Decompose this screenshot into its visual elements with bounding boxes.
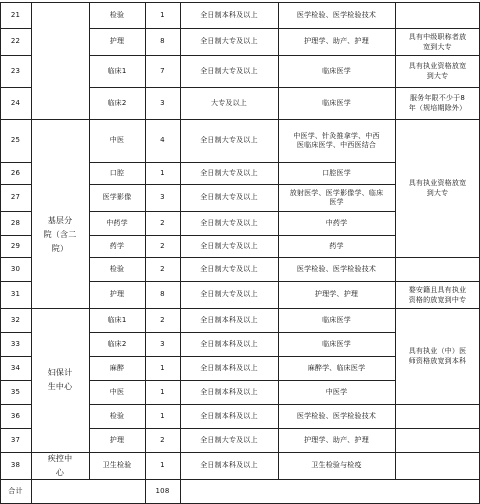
grid-line <box>89 87 395 88</box>
major-cell: 临床医学 <box>322 315 351 324</box>
remark-cell: 婺安籍且具有执业 资格的放宽到中专 <box>408 285 467 304</box>
grid-line <box>180 2 181 479</box>
row-number: 30 <box>10 264 21 273</box>
major-cell: 中医学、针灸推拿学、中西 医临床医学、中西医结合 <box>293 131 380 149</box>
education-cell: 全日制本科及以上 <box>200 10 258 19</box>
row-number: 36 <box>10 411 21 420</box>
headcount-cell: 2 <box>160 218 165 227</box>
headcount-cell: 1 <box>160 411 165 420</box>
education-cell: 全日制本科及以上 <box>200 363 258 372</box>
headcount-cell: 8 <box>160 37 165 45</box>
position-cell: 临床1 <box>107 315 127 324</box>
grid-line <box>89 404 395 405</box>
position-cell: 口腔 <box>109 168 125 177</box>
row-number: 27 <box>10 193 21 201</box>
total-count: 108 <box>155 487 170 495</box>
row-number: 25 <box>10 136 21 144</box>
grid-line <box>0 257 31 258</box>
grid-line <box>89 28 395 29</box>
grid-line <box>31 479 89 480</box>
headcount-cell: 2 <box>160 435 165 444</box>
grid-line <box>89 452 395 453</box>
grid-line <box>0 428 31 429</box>
education-cell: 全日制大专及以上 <box>200 290 258 298</box>
grid-line <box>89 211 395 212</box>
grid-line <box>89 257 395 258</box>
headcount-cell: 3 <box>160 339 165 348</box>
grid-line <box>395 404 479 405</box>
grid-line <box>395 452 479 453</box>
grid-line <box>395 2 479 3</box>
grid-line <box>89 55 395 56</box>
education-cell: 全日制本科及以上 <box>200 461 258 469</box>
position-cell: 护理 <box>109 435 125 444</box>
row-number: 37 <box>10 435 21 444</box>
grid-line <box>0 87 31 88</box>
grid-line <box>31 452 89 453</box>
education-cell: 全日制大专及以上 <box>200 435 258 444</box>
grid-line <box>0 380 31 381</box>
grid-line <box>0 479 1 504</box>
education-cell: 全日制大专及以上 <box>200 264 258 273</box>
row-number: 29 <box>10 241 21 250</box>
education-cell: 大专及以上 <box>211 98 247 107</box>
major-cell: 临床医学 <box>322 339 351 348</box>
headcount-cell: 1 <box>160 168 165 177</box>
grid-line <box>0 162 31 163</box>
major-cell: 医学检验、医学检验技术 <box>296 411 377 420</box>
position-cell: 护理 <box>109 37 125 45</box>
grid-line <box>0 55 31 56</box>
position-cell: 检验 <box>109 10 125 19</box>
grid-line <box>180 479 181 504</box>
grid-line <box>395 428 479 429</box>
row-number: 28 <box>10 218 21 227</box>
department-cell: 疾控中 心 <box>47 453 73 477</box>
grid-line <box>31 119 89 120</box>
row-number: 32 <box>10 315 21 324</box>
grid-line <box>0 404 31 405</box>
grid-line <box>0 2 1 479</box>
grid-line <box>0 211 31 212</box>
headcount-cell: 1 <box>160 363 165 372</box>
position-cell: 卫生检验 <box>102 461 132 469</box>
grid-line <box>0 356 31 357</box>
department-cell: 基层分 院（含二 院） <box>43 216 77 253</box>
education-cell: 全日制大专及以上 <box>200 193 258 201</box>
grid-line <box>145 2 146 479</box>
major-cell: 口腔医学 <box>322 168 351 177</box>
major-cell: 麻醉学、临床医学 <box>307 363 366 372</box>
major-cell: 护理学、助产、护理 <box>304 435 369 444</box>
grid-line <box>89 2 90 479</box>
row-number: 22 <box>10 37 21 45</box>
row-number: 24 <box>10 98 21 107</box>
grid-line <box>89 428 395 429</box>
grid-line <box>31 308 89 309</box>
grid-line <box>0 308 31 309</box>
remark-cell: 具有执业资格放宽 到大专 <box>408 62 467 80</box>
headcount-cell: 2 <box>160 241 165 250</box>
total-label: 合计 <box>8 487 23 495</box>
major-cell: 医学检验、医学检验技术 <box>296 10 377 19</box>
major-cell: 中医学 <box>325 387 348 396</box>
position-cell: 检验 <box>109 411 125 420</box>
major-cell: 医学检验、医学检验技术 <box>296 264 377 273</box>
row-number: 34 <box>10 363 21 372</box>
remark-cell: 具有执业（中）医 师资格放宽到本科 <box>408 347 467 365</box>
major-cell: 临床医学 <box>322 98 351 107</box>
grid-line <box>31 2 32 479</box>
row-number: 23 <box>10 66 21 75</box>
education-cell: 全日制本科及以上 <box>200 315 258 324</box>
grid-line <box>0 332 31 333</box>
position-cell: 临床1 <box>107 66 127 75</box>
grid-line <box>395 479 479 480</box>
grid-line <box>395 257 479 258</box>
grid-line <box>0 184 31 185</box>
headcount-cell: 2 <box>160 264 165 273</box>
headcount-cell: 1 <box>160 10 165 19</box>
grid-line <box>395 2 396 479</box>
grid-line <box>31 479 32 504</box>
remark-cell: 服务年限不少于8 年（规培期除外） <box>408 94 467 112</box>
grid-line <box>89 356 395 357</box>
grid-line <box>31 2 89 3</box>
grid-line <box>89 162 395 163</box>
grid-line <box>0 235 31 236</box>
major-cell: 临床医学 <box>322 66 351 75</box>
row-number: 26 <box>10 168 21 177</box>
grid-line <box>395 308 479 309</box>
position-cell: 药学 <box>109 241 125 250</box>
education-cell: 全日制本科及以上 <box>200 339 258 348</box>
grid-line <box>0 281 31 282</box>
position-cell: 医学影像 <box>102 193 132 201</box>
grid-line <box>0 28 31 29</box>
major-cell: 中药学 <box>325 218 348 227</box>
grid-line <box>278 2 279 479</box>
headcount-cell: 3 <box>160 193 165 201</box>
position-cell: 临床2 <box>107 339 127 348</box>
department-cell: 妇保计 生中心 <box>47 368 73 391</box>
major-cell: 卫生检验与检疫 <box>311 461 362 469</box>
education-cell: 全日制大专及以上 <box>200 218 258 227</box>
grid-line <box>395 28 479 29</box>
headcount-cell: 7 <box>160 66 165 75</box>
headcount-cell: 3 <box>160 98 165 107</box>
major-cell: 护理学、护理 <box>314 290 359 298</box>
headcount-cell: 1 <box>160 387 165 396</box>
education-cell: 全日制本科及以上 <box>200 387 258 396</box>
position-cell: 检验 <box>109 264 125 273</box>
education-cell: 全日制大专及以上 <box>200 66 258 75</box>
headcount-cell: 8 <box>160 290 165 298</box>
grid-line <box>395 87 479 88</box>
grid-line <box>395 281 479 282</box>
headcount-cell: 2 <box>160 315 165 324</box>
grid-line <box>395 55 479 56</box>
row-number: 21 <box>10 10 21 19</box>
grid-line <box>89 235 395 236</box>
grid-line <box>0 2 31 3</box>
grid-line <box>395 119 479 120</box>
grid-line <box>89 184 395 185</box>
grid-line <box>89 380 395 381</box>
grid-line <box>89 479 395 480</box>
education-cell: 全日制大专及以上 <box>200 136 258 144</box>
grid-line <box>0 119 31 120</box>
major-cell: 放射医学、医学影像学、临床 医学 <box>289 188 384 206</box>
education-cell: 全日制大专及以上 <box>200 37 258 45</box>
position-cell: 麻醉 <box>109 363 125 372</box>
grid-line <box>89 119 395 120</box>
remark-cell: 具有执业资格放宽 到大专 <box>408 179 467 197</box>
position-cell: 中医 <box>109 136 125 144</box>
row-number: 31 <box>10 290 21 298</box>
row-number: 35 <box>10 387 21 396</box>
grid-line <box>0 452 31 453</box>
headcount-cell: 4 <box>160 136 165 144</box>
remark-cell: 具有中级职称者放 宽到大专 <box>408 32 467 51</box>
grid-line <box>89 308 395 309</box>
position-cell: 临床2 <box>107 98 127 107</box>
grid-line <box>89 2 395 3</box>
education-cell: 全日制大专及以上 <box>200 168 258 177</box>
major-cell: 药学 <box>329 241 344 250</box>
grid-line <box>145 479 146 504</box>
major-cell: 护理学、助产、护理 <box>304 37 369 45</box>
education-cell: 全日制大专及以上 <box>200 241 258 250</box>
position-cell: 中药学 <box>106 218 128 227</box>
position-cell: 中医 <box>109 387 125 396</box>
row-number: 33 <box>10 339 21 348</box>
education-cell: 全日制本科及以上 <box>200 411 258 420</box>
position-cell: 护理 <box>109 290 125 298</box>
headcount-cell: 1 <box>160 461 165 469</box>
row-number: 38 <box>10 461 21 469</box>
grid-line <box>0 479 31 480</box>
grid-line <box>89 281 395 282</box>
grid-line <box>89 332 395 333</box>
